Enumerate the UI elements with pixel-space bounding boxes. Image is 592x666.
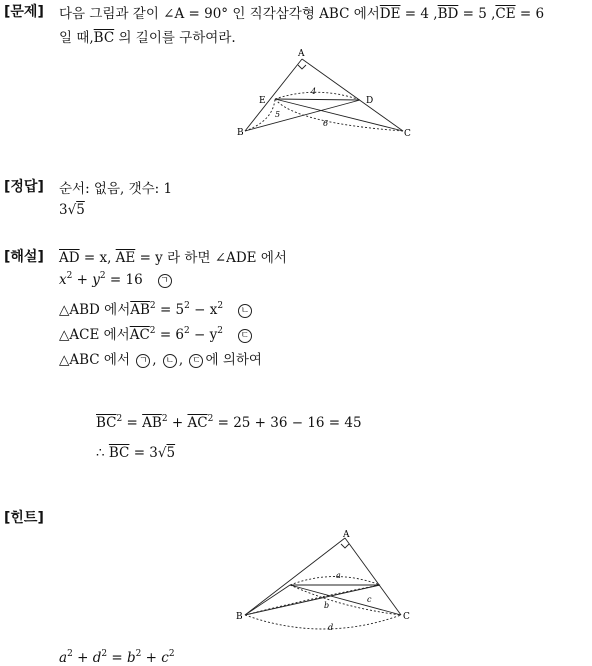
answer-value: 3√5 bbox=[59, 202, 85, 218]
svg-text:c: c bbox=[367, 595, 372, 604]
solution-line-2: $x^2 + y^2 = 16$ ㄱ bbox=[59, 272, 174, 288]
svg-text:d: d bbox=[328, 623, 334, 632]
svg-text:B: B bbox=[237, 128, 244, 138]
svg-text:6: 6 bbox=[323, 119, 329, 128]
circled-mark-3: ㄷ bbox=[238, 329, 252, 343]
circled-mark-1: ㄱ bbox=[158, 274, 172, 288]
problem-line-2: 일 때$,\overline{BC}$ 의 길이를 구하여라. bbox=[59, 30, 236, 46]
solution-line-7: ∴ $\overline{BC} = 3√5$ bbox=[96, 445, 176, 461]
svg-text:E: E bbox=[259, 96, 266, 106]
svg-text:C: C bbox=[403, 612, 410, 622]
problem-label: [문제] bbox=[4, 4, 44, 20]
hint-label: [힌트] bbox=[4, 510, 44, 526]
problem-figure bbox=[235, 45, 420, 140]
hint-formula: $a^2 + d^2 = b^2 + c^2$ bbox=[59, 649, 175, 666]
svg-text:D: D bbox=[366, 96, 374, 106]
answer-line-1: 순서: 없음, 갯수: 1 bbox=[59, 181, 173, 197]
problem-line-1: 다음 그림과 같이 ∠A = 90° 인 직각삼각형 ABC 에서$\overline{DE} = 4$ $,\overline{BD} = 5$ $,\overline{CE} = 6$ bbox=[59, 6, 545, 22]
svg-text:5: 5 bbox=[275, 110, 281, 119]
svg-text:a: a bbox=[336, 571, 341, 580]
hint-figure bbox=[232, 528, 422, 636]
solution-line-5: △ABC 에서 ㄱ , ㄴ , ㄷ 에 의하여 bbox=[59, 352, 262, 368]
solution-line-3: △ABD 에서$\overline{AB}^2 = 5^2 - x^2$ ㄴ bbox=[59, 298, 254, 318]
solution-line-1: $\overline{AD} = x$, $\overline{AE} = y$ 라 하면 ∠ADE 에서 bbox=[59, 250, 287, 266]
answer-label: [정답] bbox=[4, 179, 44, 195]
solution-label: [해설] bbox=[4, 249, 44, 265]
circled-mark-2: ㄴ bbox=[238, 304, 252, 318]
svg-text:A: A bbox=[343, 530, 350, 540]
svg-text:4: 4 bbox=[311, 87, 317, 96]
svg-text:B: B bbox=[236, 612, 243, 622]
solution-line-6: $\overline{BC}^2 = \overline{AB}^2 + \overline{AC}^2 = 25 + 36 - 16 = 45$ bbox=[96, 414, 362, 431]
svg-text:C: C bbox=[404, 129, 411, 139]
svg-text:b: b bbox=[324, 601, 330, 610]
svg-text:A: A bbox=[298, 49, 305, 59]
solution-line-4: △ACE 에서$\overline{AC}^2 = 6^2 - y^2$ ㄷ bbox=[59, 323, 254, 343]
